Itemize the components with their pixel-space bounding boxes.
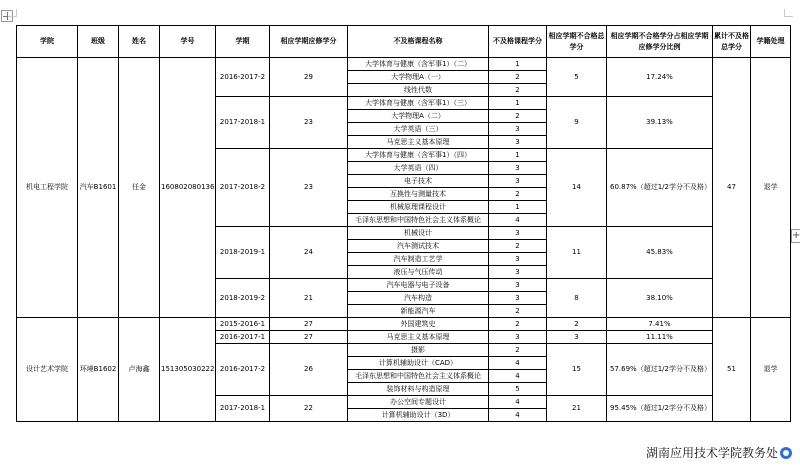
cell-failed-course-name: 大学物理A（二） — [348, 110, 489, 123]
cell-term-failed-total: 8 — [547, 279, 607, 318]
cell-failed-course-credits: 3 — [489, 292, 547, 305]
watermark — [646, 444, 792, 461]
cell-decision: 退学 — [751, 58, 791, 318]
header-cumulative-failed: 累计不及格总学分 — [713, 26, 751, 58]
cell-failed-course-name: 毛泽东思想和中国特色社会主义体系概论 — [348, 370, 489, 383]
cell-term-required-credits: 23 — [270, 149, 348, 227]
cell-failed-ratio: 95.45%（超过1/2学分不及格） — [607, 396, 713, 422]
cell-term: 2017-2018-1 — [216, 396, 270, 422]
cell-failed-course-credits: 3 — [489, 266, 547, 279]
cell-term-required-credits: 26 — [270, 344, 348, 396]
cell-failed-ratio: 39.13% — [607, 97, 713, 149]
cell-college: 设计艺术学院 — [17, 318, 78, 422]
cell-failed-course-name: 汽车构造 — [348, 292, 489, 305]
cell-failed-course-name: 办公空间专题设计 — [348, 396, 489, 409]
cell-failed-course-credits: 2 — [489, 71, 547, 84]
cell-failed-course-name: 大学物理A（一） — [348, 71, 489, 84]
cell-failed-course-name: 新能源汽车 — [348, 305, 489, 318]
cell-failed-course-name: 线性代数 — [348, 84, 489, 97]
cell-failed-course-credits: 3 — [489, 123, 547, 136]
cell-failed-course-credits: 1 — [489, 149, 547, 162]
cell-term-required-credits: 21 — [270, 279, 348, 318]
cell-term: 2018-2019-2 — [216, 279, 270, 318]
cell-cumulative-failed: 47 — [713, 58, 751, 318]
cell-term: 2018-2019-1 — [216, 227, 270, 279]
table-row — [17, 58, 791, 71]
cell-term-failed-total: 2 — [547, 318, 607, 331]
cell-failed-course-name: 马克思主义基本原理 — [348, 331, 489, 344]
cell-failed-course-name: 毛泽东思想和中国特色社会主义体系概论 — [348, 214, 489, 227]
cell-failed-course-name: 摄影 — [348, 344, 489, 357]
table-body — [17, 58, 791, 422]
cell-failed-course-name: 机械原理课程设计 — [348, 201, 489, 214]
cell-failed-ratio: 11.11% — [607, 331, 713, 344]
cell-term-required-credits: 23 — [270, 97, 348, 149]
cell-failed-course-credits: 2 — [489, 305, 547, 318]
academic-status-table — [16, 25, 791, 422]
cell-term-required-credits: 24 — [270, 227, 348, 279]
table-row — [17, 318, 791, 331]
cell-term-required-credits: 29 — [270, 58, 348, 97]
header-student-id: 学号 — [160, 26, 216, 58]
table-header-row — [17, 26, 791, 58]
cell-failed-course-name: 大学体育与健康（含军事1）（三） — [348, 97, 489, 110]
cell-college: 机电工程学院 — [17, 58, 78, 318]
cell-failed-course-name: 大学英语（三） — [348, 123, 489, 136]
cell-failed-course-credits: 2 — [489, 318, 547, 331]
cell-failed-course-credits: 3 — [489, 253, 547, 266]
cell-failed-course-credits: 1 — [489, 201, 547, 214]
cell-failed-course-credits: 4 — [489, 409, 547, 422]
cell-term-failed-total: 9 — [547, 97, 607, 149]
cell-term: 2016-2017-2 — [216, 344, 270, 396]
cell-failed-course-name: 液压与气压传动 — [348, 266, 489, 279]
cell-term-failed-total: 15 — [547, 344, 607, 396]
cell-student-id: 160802080136 — [160, 58, 216, 318]
cell-failed-course-name: 计算机辅助设计（CAD） — [348, 357, 489, 370]
cell-cumulative-failed: 51 — [713, 318, 751, 422]
cell-failed-course-credits: 5 — [489, 383, 547, 396]
cell-failed-course-credits: 2 — [489, 84, 547, 97]
header-term: 学期 — [216, 26, 270, 58]
cell-name: 任金 — [119, 58, 160, 318]
cell-term: 2015-2016-1 — [216, 318, 270, 331]
cell-failed-course-name: 大学体育与健康（含军事1）（四） — [348, 149, 489, 162]
cell-failed-ratio: 60.87%（超过1/2学分不及格） — [607, 149, 713, 227]
cell-class: 汽车B1601 — [78, 58, 119, 318]
header-decision: 学籍处理 — [751, 26, 791, 58]
cell-term-failed-total: 3 — [547, 331, 607, 344]
cell-term: 2017-2018-2 — [216, 149, 270, 227]
cell-failed-course-credits: 4 — [489, 214, 547, 227]
cell-term: 2016-2017-1 — [216, 331, 270, 344]
cell-failed-course-credits: 3 — [489, 162, 547, 175]
cell-term-failed-total: 14 — [547, 149, 607, 227]
cell-failed-course-credits: 1 — [489, 58, 547, 71]
cell-failed-course-name: 机械设计 — [348, 227, 489, 240]
header-class: 班级 — [78, 26, 119, 58]
cell-class: 环境B1602 — [78, 318, 119, 422]
watermark-badge-icon — [780, 447, 792, 459]
cell-failed-course-name: 汽车测试技术 — [348, 240, 489, 253]
cell-failed-course-credits: 3 — [489, 331, 547, 344]
cell-term: 2017-2018-1 — [216, 97, 270, 149]
cell-term-required-credits: 27 — [270, 318, 348, 331]
cell-failed-ratio: 17.24% — [607, 58, 713, 97]
header-college: 学院 — [17, 26, 78, 58]
cell-failed-course-name: 汽车电器与电子设备 — [348, 279, 489, 292]
cell-failed-course-credits: 4 — [489, 396, 547, 409]
header-name: 姓名 — [119, 26, 160, 58]
cell-term-failed-total: 21 — [547, 396, 607, 422]
cell-failed-course-credits: 2 — [489, 344, 547, 357]
crop-mark — [16, 9, 17, 17]
cell-failed-ratio: 38.10% — [607, 279, 713, 318]
cell-failed-ratio: 45.83% — [607, 227, 713, 279]
cell-failed-course-credits: 2 — [489, 240, 547, 253]
cell-failed-course-credits: 3 — [489, 227, 547, 240]
cell-term-failed-total: 11 — [547, 227, 607, 279]
cell-failed-course-credits: 3 — [489, 279, 547, 292]
cell-failed-course-name: 外国建筑史 — [348, 318, 489, 331]
cell-failed-course-name: 马克思主义基本原理 — [348, 136, 489, 149]
cell-failed-course-credits: 4 — [489, 357, 547, 370]
crop-mark — [785, 16, 793, 17]
cell-term: 2016-2017-2 — [216, 58, 270, 97]
cell-failed-course-name: 电子技术 — [348, 175, 489, 188]
crop-mark — [8, 16, 16, 17]
cell-failed-course-name: 大学英语（四） — [348, 162, 489, 175]
cell-term-required-credits: 27 — [270, 331, 348, 344]
cell-failed-course-credits: 3 — [489, 136, 547, 149]
cell-failed-course-name: 计算机辅助设计（3D） — [348, 409, 489, 422]
cell-decision: 退学 — [751, 318, 791, 422]
cell-failed-course-credits: 2 — [489, 110, 547, 123]
cell-failed-course-name: 大学体育与健康（含军事1）（二） — [348, 58, 489, 71]
cell-failed-course-credits: 3 — [489, 175, 547, 188]
cell-term-required-credits: 22 — [270, 396, 348, 422]
header-failed-course-credits: 不及格课程学分 — [489, 26, 547, 58]
cell-failed-course-credits: 4 — [489, 370, 547, 383]
header-failed-ratio: 相应学期不合格学分占相应学期应修学分比例 — [607, 26, 713, 58]
cell-student-id: 151305030222 — [160, 318, 216, 422]
cell-failed-course-credits: 2 — [489, 188, 547, 201]
cell-failed-course-credits: 1 — [489, 97, 547, 110]
cell-name: 卢海鑫 — [119, 318, 160, 422]
header-term-required-credits: 相应学期应修学分 — [270, 26, 348, 58]
header-term-failed-total: 相应学期不合格总学分 — [547, 26, 607, 58]
table-resize-plus-icon[interactable]: + — [792, 230, 800, 241]
header-failed-course-name: 不及格课程名称 — [348, 26, 489, 58]
cell-term-failed-total: 5 — [547, 58, 607, 97]
cell-failed-course-name: 装饰材料与构造原理 — [348, 383, 489, 396]
cell-failed-ratio: 7.41% — [607, 318, 713, 331]
cell-failed-course-name: 汽车制造工艺学 — [348, 253, 489, 266]
watermark-text: 湖南应用技术学院教务处 — [645, 446, 778, 460]
cell-failed-ratio: 57.69%（超过1/2学分不及格） — [607, 344, 713, 396]
cell-failed-course-name: 互换性与测量技术 — [348, 188, 489, 201]
